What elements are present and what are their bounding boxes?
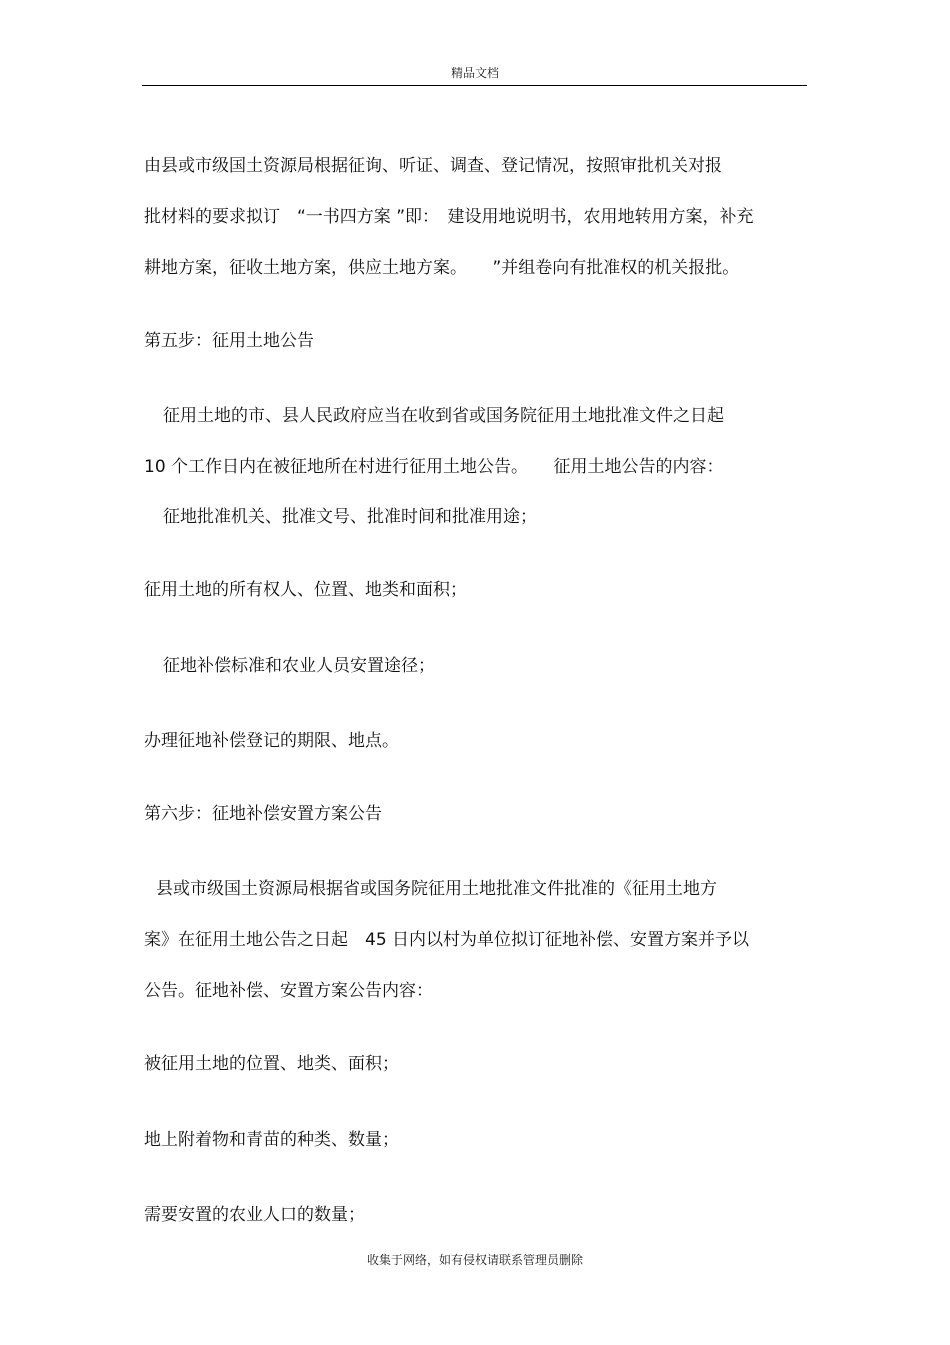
paragraph-line: 由县或市级国土资源局根据征询、听证、调查、登记情况，按照审批机关对报 [144, 156, 722, 176]
header-divider [142, 85, 807, 86]
page-header: 精品文档 [450, 66, 499, 80]
paragraph-line: 征用土地的市、县人民政府应当在收到省或国务院征用土地批准文件之日起 [163, 406, 724, 426]
list-item: 被征用土地的位置、地类、面积； [144, 1054, 399, 1074]
list-item: 地上附着物和青苗的种类、数量； [144, 1130, 399, 1150]
list-item: 办理征地补偿登记的期限、地点。 [144, 731, 399, 751]
paragraph-line: 耕地方案，征收土地方案，供应土地方案。 ”并组卷向有批准权的机关报批。 [144, 258, 740, 278]
list-item: 需要安置的农业人口的数量； [144, 1205, 365, 1225]
list-item: 征用土地的所有权人、位置、地类和面积； [144, 580, 467, 600]
list-item: 征地批准机关、批准文号、批准时间和批准用途； [163, 507, 537, 527]
paragraph-line: 县或市级国土资源局根据省或国务院征用土地批准文件批准的《征用土地方 [156, 879, 717, 899]
step-heading: 第六步：征地补偿安置方案公告 [144, 804, 382, 824]
step-heading: 第五步：征用土地公告 [144, 331, 314, 351]
paragraph-line: 案》在征用土地公告之日起 45 日内以村为单位拟订征地补偿、安置方案并予以 [144, 930, 750, 950]
paragraph-line: 公告。征地补偿、安置方案公告内容： [144, 981, 433, 1001]
page-footer: 收集于网络，如有侵权请联系管理员删除 [366, 1253, 583, 1267]
list-item: 征地补偿标准和农业人员安置途径； [163, 656, 435, 676]
paragraph-line: 10 个工作日内在被征地所在村进行征用土地公告。 征用土地公告的内容： [144, 457, 724, 477]
paragraph-line: 批材料的要求拟订 “一书四方案 ”即： 建设用地说明书，农用地转用方案，补充 [144, 207, 754, 227]
